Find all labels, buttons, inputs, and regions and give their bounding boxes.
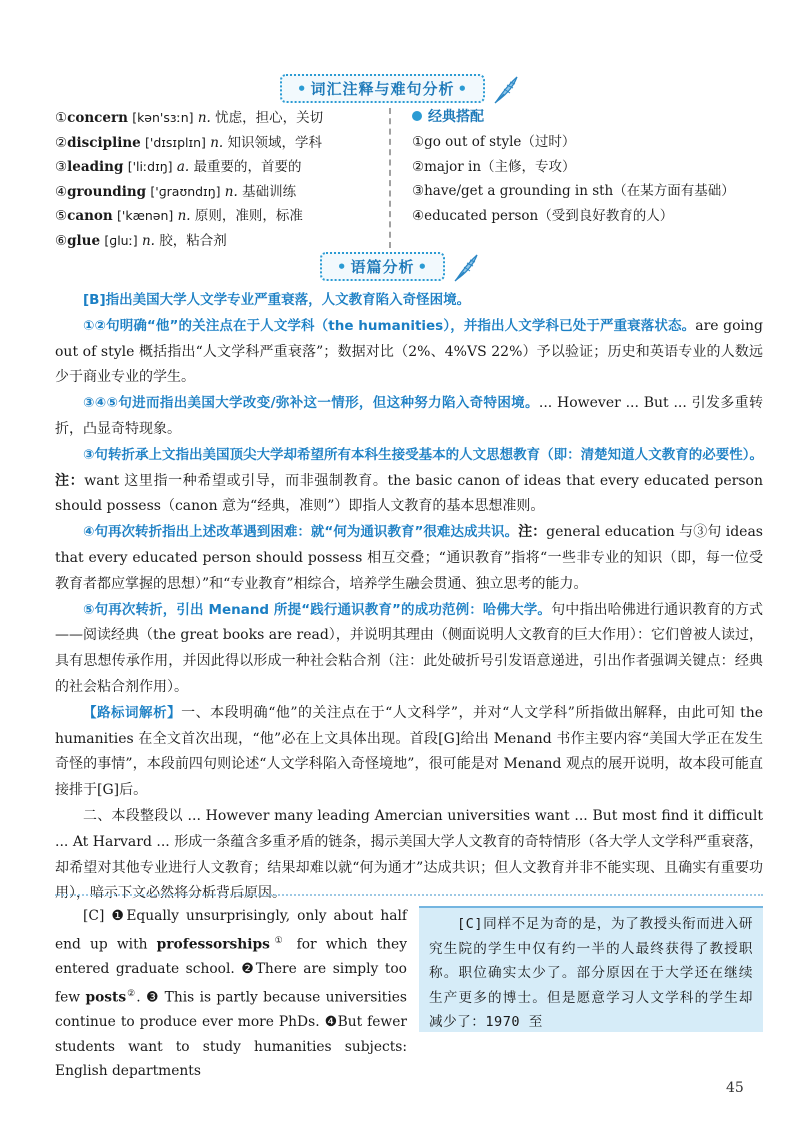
bullet-icon: [412, 111, 422, 121]
vocab-heading: • 词汇注释与难句分析 •: [0, 74, 800, 104]
analysis-paragraph: ④句再次转折指出上述改革遇到困难：就“何为通识教育”很难达成共识。注：general education 与③句 ideas that every educated person should possess 相互交叠；“通识教育”指将“一些非专业的知识（即，每一位受教育者都应掌握的思想）”和“专业教育”相综合，培养学生融会贯通、独立思考的能力。: [55, 524, 763, 592]
analysis-paragraph: ①②句明确“他”的关注点在于人文学科（the humanities），并指出人文学科已处于严重衰落状态。are going out of style 概括指出“人文学科严重衰落”；数据对比（2%、4%VS 22%）予以验证；历史和英语专业的人数远少于商业专业的学生。: [55, 317, 764, 386]
passage-c: [55, 904, 407, 1084]
analysis-paragraph: ③句转折承上文指出美国顶尖大学却希望所有本科生接受基本的人文思想教育（即：清楚知道人文教育的必要性）。注：want 这里指一种希望或引导，而非强制教育。the basic canon of ideas that every educated person should possess（canon 意为“经典，准则”）即指人文教育的基本思想准则。: [55, 446, 763, 515]
quill-icon: [452, 253, 480, 283]
passage-paragraph: [C] ❶Equally unsurprisingly, only about half end up with professorships① for which they entered graduate school. ❷There are simply too few posts②. ❸ This is partly because universities continue to produce ever more PhDs. ❹But fewer students want to study humanities subjects: English departments: [55, 908, 408, 1080]
analysis-paragraph: [B]指出美国大学人文学专业严重衰落，人文教育陷入奇怪困境。: [83, 292, 471, 308]
collocation-box: [412, 106, 762, 228]
analysis-paragraph: 二、本段整段以 ... However many leading Amercian universities want ... But most find it difficult ... At Harvard ... 形成一条蕴含多重矛盾的链条，揭示美国大学人文教育的奇特情形（各大学人文学科严重衰落，却希望对其他专业进行人文教育；结果却难以就“何为通才”达成共识；但人文教育并非不能实现、且确实有重要功用），暗示下文必然将分析背后原因。: [55, 807, 763, 902]
vocab-item: ①concern [kən'sɜːn] n. 忧虑，担心，关切: [55, 110, 324, 126]
quill-icon: [492, 75, 520, 105]
vocab-item: ②discipline ['dɪsɪplɪn] n. 知识领域，学科: [55, 134, 323, 151]
section-divider: [55, 894, 763, 896]
vocab-item: ⑥glue [ɡluː] n. 胶，粘合剂: [55, 232, 227, 249]
vocab-item: ④grounding ['ɡraʊndɪŋ] n. 基础训练: [55, 183, 297, 200]
collocation-item: ②major in（主修，专攻）: [412, 158, 576, 175]
analysis-paragraph: 【路标词解析】一、本段明确“他”的关注点在于“人文科学”，并对“人文学科”所指做出解释，由此可知 the humanities 在全文首次出现，“他”必在上文具体出现。首段[G]给出 Menand 书作主要内容“美国大学正在发生奇怪的事情”，本段前四句则论述“人文学科陷入奇怪境地”，很可能是对 Menand 观点的展开说明，故本段可能直接排于[G]后。: [55, 704, 764, 799]
analysis-paragraph: ③④⑤句进而指出美国大学改变/弥补这一情形，但这种努力陷入奇特困境。... However ... But ... 引发多重转折，凸显奇特现象。: [55, 395, 763, 437]
collocation-item: ④educated person（受到良好教育的人）: [412, 207, 674, 224]
collocation-title: 经典搭配: [412, 106, 762, 128]
vocab-heading-text: 词汇注释与难句分析: [310, 80, 455, 98]
analysis-heading-text: 语篇分析: [350, 258, 415, 276]
analysis-paragraph: ⑤句再次转折，引出 Menand 所提“践行通识教育”的成功范例：哈佛大学。句中指出哈佛进行通识教育的方式——阅读经典（the great books are read），并说明其理由（侧面说明人文教育的巨大作用）：它们曾被人读过，具有思想传承作用，并因此得以形成一种社会粘合剂（注：此处破折号引发语意递进，引出作者强调关键点：经典的社会粘合剂作用）。: [55, 601, 763, 695]
analysis-heading: • 语篇分析 •: [0, 252, 800, 282]
translation-text: [C]同样不足为奇的是，为了教授头衔而进入研究生院的学生中仅有约一半的人最终获得了教授职称。职位确实太少了。部分原因在于大学还在继续生产更多的博士。但是愿意学习人文学科的学生却减少了：1970 至: [429, 916, 753, 1030]
column-divider: [389, 108, 403, 248]
analysis-body: [55, 288, 763, 907]
collocation-item: ①go out of style（过时）: [412, 134, 576, 150]
collocation-item: ③have/get a grounding in sth（在某方面有基础）: [412, 183, 735, 199]
vocab-list: [55, 106, 385, 253]
vocab-item: ⑤canon ['kænən] n. 原则，准则，标准: [55, 208, 303, 224]
vocab-item: ③leading ['liːdɪŋ] a. 最重要的，首要的: [55, 159, 302, 175]
page-number: 45: [726, 1080, 744, 1096]
translation-box: [419, 906, 763, 1032]
